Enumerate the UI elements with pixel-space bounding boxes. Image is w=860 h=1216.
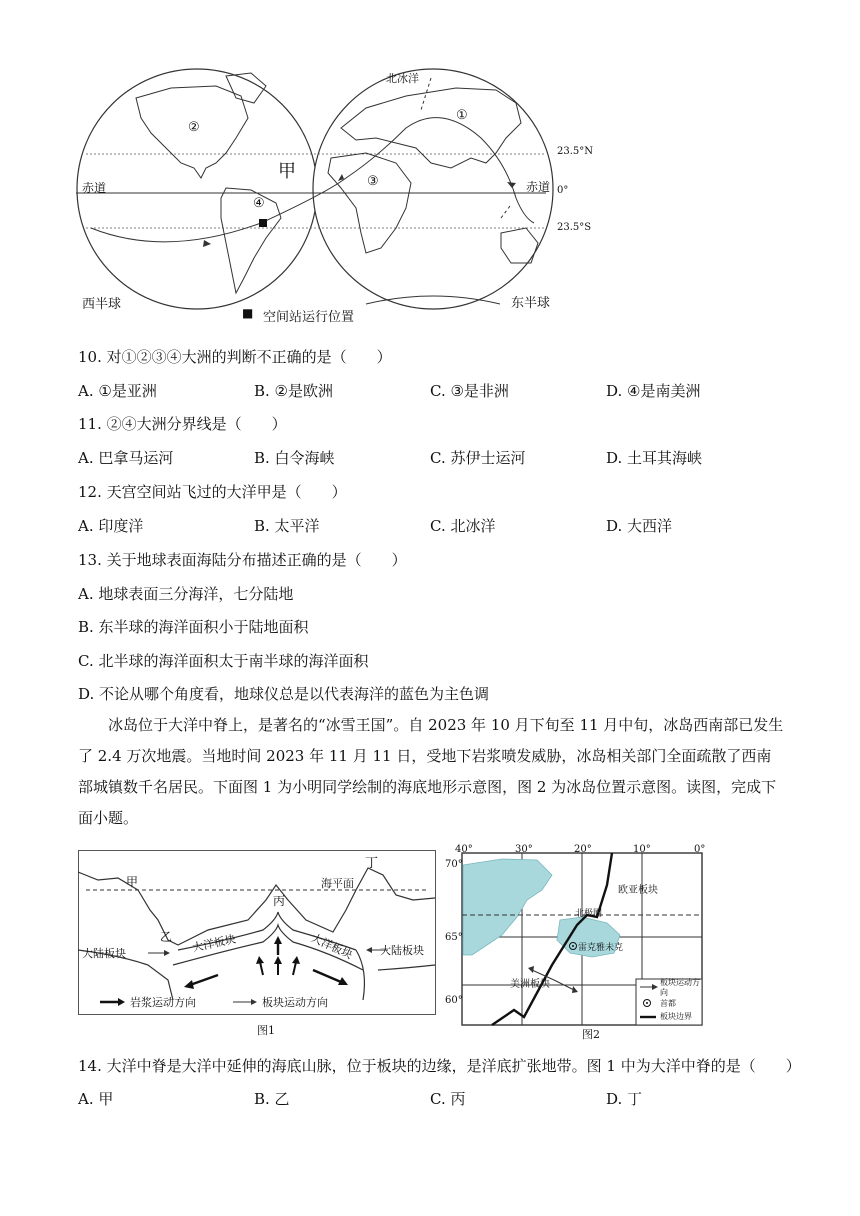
fig2-legend-boundary: 板块边界 bbox=[660, 1012, 692, 1021]
legend-station-mark: ■ bbox=[242, 306, 254, 320]
fig2-american-plate: 美洲板块 bbox=[510, 979, 550, 990]
question-14-option-d[interactable]: D. 丁 bbox=[606, 1090, 643, 1108]
fig2-arctic-circle: 北极圈 bbox=[575, 909, 603, 919]
eastern-hemisphere-label: 东半球 bbox=[511, 296, 551, 311]
question-11-option-a[interactable]: A. 巴拿马运河 bbox=[78, 449, 174, 467]
question-13-stem: 13. 关于地球表面海陆分布描述正确的是（ ） bbox=[78, 551, 407, 569]
legend-station-text: 空间站运行位置 bbox=[263, 310, 355, 325]
fig1-sea-level-label: 海平面 bbox=[321, 877, 354, 890]
question-14-option-b[interactable]: B. 乙 bbox=[254, 1090, 290, 1108]
question-12-option-a[interactable]: A. 印度洋 bbox=[78, 517, 144, 535]
question-12-option-c[interactable]: C. 北冰洋 bbox=[430, 517, 496, 535]
equator-label-east: 赤道 bbox=[526, 180, 551, 194]
lat-23s-label: 23.5°S bbox=[557, 222, 592, 233]
question-10-option-b[interactable]: B. ②是欧洲 bbox=[254, 382, 334, 400]
question-12-option-d[interactable]: D. 大西洋 bbox=[606, 517, 673, 535]
fig2-eurasian-plate: 欧亚板块 bbox=[618, 885, 658, 896]
hemisphere-map bbox=[76, 68, 596, 326]
continent-4-label: ④ bbox=[253, 196, 265, 211]
question-13-option-a[interactable]: A. 地球表面三分海洋，七分陆地 bbox=[78, 585, 294, 603]
fig2-reykjavik: 雷克雅未克 bbox=[578, 943, 624, 953]
fig1-yi-label: 乙 bbox=[160, 930, 173, 944]
fig1-legend-magma: 岩浆运动方向 bbox=[130, 996, 196, 1009]
fig1-caption: 图1 bbox=[257, 1024, 275, 1037]
equator-label-west: 赤道 bbox=[82, 181, 107, 195]
question-11-option-d[interactable]: D. 土耳其海峡 bbox=[606, 449, 703, 467]
fig2-legend-capital: 首都 bbox=[660, 999, 676, 1008]
question-14-stem: 14. 大洋中脊是大洋中延伸的海底山脉，位于板块的边缘，是洋底扩张地带。图 1 中为大洋中脊的是（ ） bbox=[78, 1057, 801, 1075]
continent-1-label: ① bbox=[456, 108, 468, 123]
question-13-option-d[interactable]: D. 不论从哪个角度看，地球仪总是以代表海洋的蓝色为主色调 bbox=[78, 685, 490, 703]
fig1-bing-label: 丙 bbox=[273, 894, 286, 908]
fig2-lat-65: 65° bbox=[445, 932, 463, 943]
fig1-jia-label: 甲 bbox=[126, 875, 139, 889]
arctic-ocean-label: 北冰洋 bbox=[386, 72, 419, 85]
fig2-caption: 图2 bbox=[582, 1028, 600, 1041]
question-10-stem: 10. 对①②③④大洲的判断不正确的是（ ） bbox=[78, 348, 392, 366]
fig2-lon-10: 10° bbox=[633, 844, 651, 855]
fig2-lon-30: 30° bbox=[515, 844, 533, 855]
fig1-ocean-plate-right: 大洋板块 bbox=[309, 931, 355, 962]
western-hemisphere-label: 西半球 bbox=[82, 297, 122, 312]
question-11-stem: 11. ②④大洲分界线是（ ） bbox=[78, 415, 287, 433]
fig1-ocean-plate-left: 大洋板块 bbox=[191, 932, 237, 955]
fig2-lat-60: 60° bbox=[445, 995, 463, 1006]
lat-0-label: 0° bbox=[557, 185, 569, 196]
question-14-option-c[interactable]: C. 丙 bbox=[430, 1090, 466, 1108]
fig1-ding-label: 丁 bbox=[365, 856, 379, 871]
fig1-legend-plate: 板块运动方向 bbox=[262, 996, 328, 1009]
question-10-option-a[interactable]: A. ①是亚洲 bbox=[78, 382, 157, 400]
ocean-jia-label: 甲 bbox=[278, 161, 296, 182]
fig2-lon-20: 20° bbox=[574, 844, 592, 855]
continent-2-label: ② bbox=[188, 120, 200, 135]
question-12-stem: 12. 天宫空间站飞过的大洋甲是（ ） bbox=[78, 483, 347, 501]
lat-23n-label: 23.5°N bbox=[557, 146, 594, 157]
fig2-lat-70: 70° bbox=[445, 859, 463, 870]
question-14-option-a[interactable]: A. 甲 bbox=[78, 1090, 114, 1108]
question-11-option-c[interactable]: C. 苏伊士运河 bbox=[430, 449, 526, 467]
question-13-option-c[interactable]: C. 北半球的海洋面积太于南半球的海洋面积 bbox=[78, 652, 369, 670]
question-12-option-b[interactable]: B. 太平洋 bbox=[254, 517, 320, 535]
question-10-option-c[interactable]: C. ③是非洲 bbox=[430, 382, 509, 400]
fig2-lon-0: 0° bbox=[694, 844, 706, 855]
continent-3-label: ③ bbox=[367, 174, 379, 189]
fig1-continental-left: 大陆板块 bbox=[82, 947, 126, 960]
question-13-option-b[interactable]: B. 东半球的海洋面积小于陆地面积 bbox=[78, 618, 309, 636]
question-11-option-b[interactable]: B. 白令海峡 bbox=[254, 449, 335, 467]
fig2-legend-plate-dir: 板块运动方向 bbox=[660, 978, 700, 997]
reading-passage: 冰岛位于大洋中脊上，是著名的“冰雪王国”。自 2023 年 10 月下旬至 11 月中旬，冰岛西南部已发生了 2.4 万次地震。当地时间 2023 年 11 月 11 日，受地下岩浆喷发威胁，冰岛相关部门全面疏散了西南部城镇数千名居民。下面图 1 为小明同学绘制的海底地形示意图，图 2 为冰岛位置示意图。读图，完成下面小题。 bbox=[78, 716, 784, 827]
question-10-option-d[interactable]: D. ④是南美洲 bbox=[606, 382, 701, 400]
fig2-lon-40: 40° bbox=[455, 844, 473, 855]
fig1-continental-right: 大陆板块 bbox=[380, 944, 424, 957]
